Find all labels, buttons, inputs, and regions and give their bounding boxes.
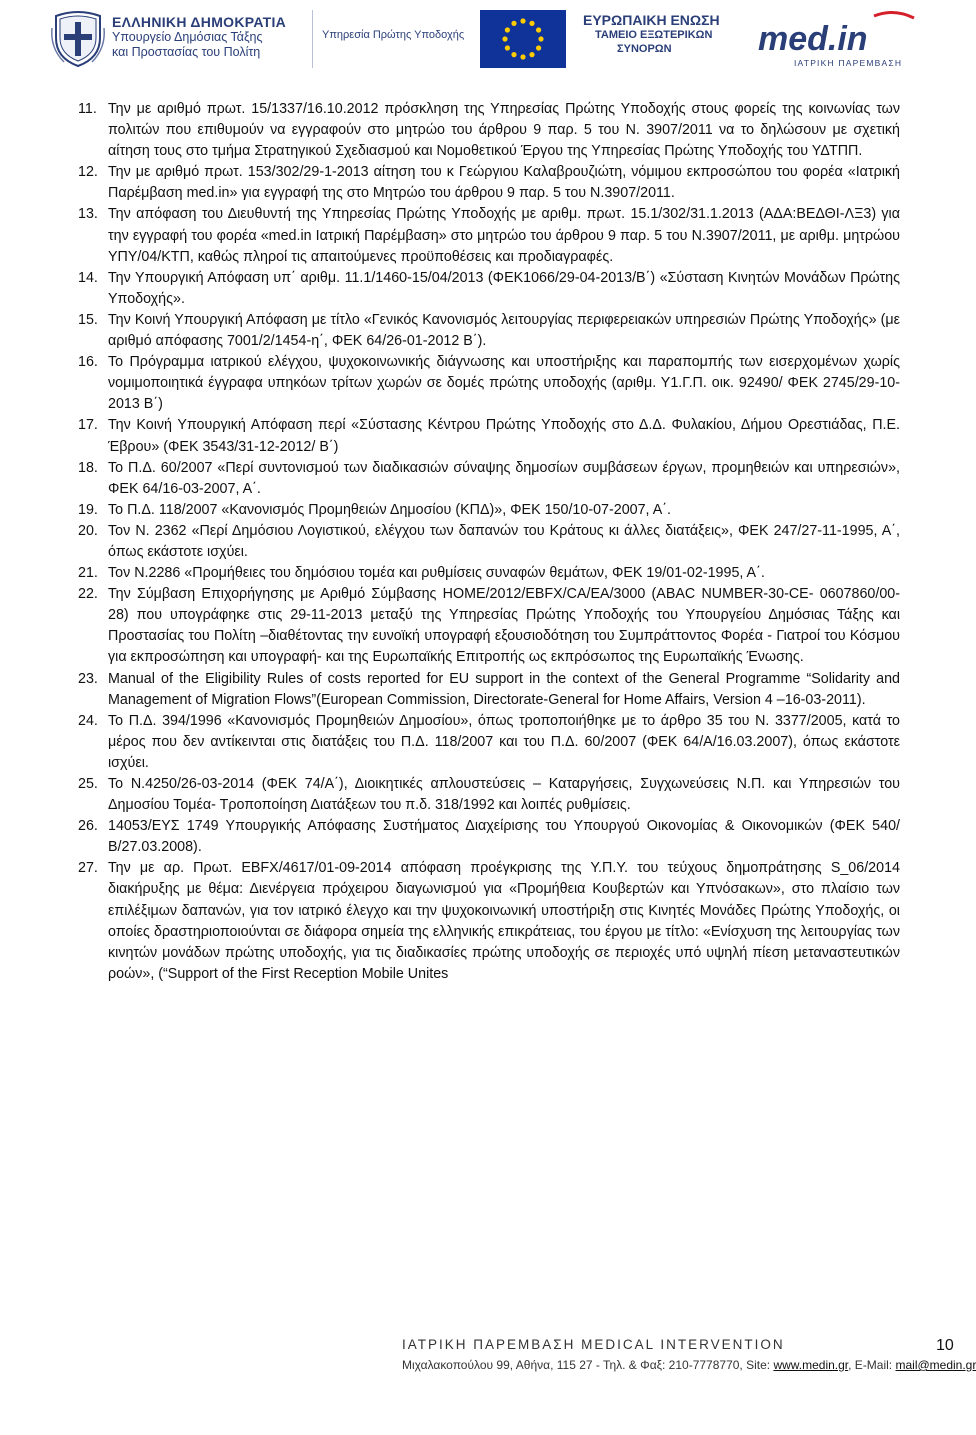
list-item-number: 19. — [78, 501, 98, 518]
page-number: 10 — [936, 1337, 954, 1354]
list-item — [78, 563, 900, 584]
list-item-number: 21. — [78, 565, 98, 582]
list-item — [78, 310, 900, 352]
footer-email-label: , E-Mail: — [848, 1358, 896, 1372]
list-item-text: 14053/ΕΥΣ 1749 Υπουργικής Απόφασης Συστήματος Διαχείρισης του Υπουργού Οικονομίας & Οικονομικών (ΦΕΚ 540/Β/27.03.2008). — [108, 818, 900, 856]
footer-address — [402, 1358, 976, 1372]
list-item-text: Τον Ν.2286 «Προμήθειες του δημόσιου τομέα και ρυθμίσεις συναφών θεμάτων, ΦΕΚ 19/01-02-1995, Α΄. — [108, 565, 765, 582]
list-item-text: Την με αριθμό πρωτ. 153/302/29-1-2013 αίτηση του κ Γεώργιου Καλαβρουζιώτη, νόμιμου εκπροσώπου του φορέα «Ιατρική Παρέμβαση med.in» για εγγραφή της στο Μητρώο του άρθρου 9 παρ. 5 του Ν.3907/2011. — [108, 164, 900, 202]
list-item-number: 24. — [78, 712, 98, 729]
list-item — [78, 858, 900, 985]
eu-flag-icon — [480, 10, 566, 68]
ministry-line-3: και Προστασίας του Πολίτη — [112, 45, 261, 59]
list-item-text: Την Υπουργική Απόφαση υπ΄ αριθμ. 11.1/1460-15/04/2013 (ΦΕΚ1066/29-04-2013/Β΄) «Σύσταση Κινητών Μονάδων Πρώτης Υποδοχής». — [108, 269, 900, 307]
list-item — [78, 500, 900, 521]
list-item-text: Την απόφαση του Διευθυντή της Υπηρεσίας Πρώτης Υποδοχής με αριθμ. πρωτ. 15.1/302/31.1.2013 (ΑΔΑ:ΒΕΔΘΙ-ΛΞ3) για την εγγραφή του φορέα «med.in Ιατρική Παρέμβαση» στο μητρώο του άρθρου 9 παρ. 5 του Ν.3907/2011, με αριθμ. μητρώου ΥΠΥ/04/ΚΤΠ, καθώς πληροί τις απαιτούμενες προϋποθέσεις και προδιαγραφές. — [108, 206, 900, 265]
medin-logo-text: med.in — [758, 20, 868, 58]
eu-line-2: ΤΑΜΕΙΟ ΕΞΩΤΕΡΙΚΩΝ — [595, 29, 713, 41]
list-item-text: Τον Ν. 2362 «Περί Δημόσιου Λογιστικού, ελέγχου των δαπανών του Κράτους κι άλλες διατάξεις», ΦΕΚ 247/27-11-1995, Α΄, όπως εκάστοτε ισχύει. — [108, 522, 900, 560]
ministry-block — [112, 14, 286, 60]
list-item-text: Την με αριθμό πρωτ. 15/1337/16.10.2012 πρόσκληση της Υπηρεσίας Πρώτης Υποδοχής στους φορείς της κοινωνίας των πολιτών που επιθυμούν να εγγραφούν στο μητρώο του άρθρου 9 παρ. 5 του Ν. 3907/2011 να το δηλώσουν με σχετική αίτηση τους στο τμήμα Στρατηγικού Σχεδιασμού και Νομοθετικού Έργου της Υπηρεσίας Πρώτης Υποδοχής του ΥΔΤΠΠ. — [108, 101, 900, 160]
eu-fund-block — [583, 12, 720, 56]
eu-line-1: ΕΥΡΩΠΑΙΚΗ ΕΝΩΣΗ — [583, 12, 720, 28]
list-item-text: Το Πρόγραμμα ιατρικού ελέγχου, ψυχοκοινωνικής διάγνωσης και υποστήριξης και παραπομπής των εισερχομένων χωρίς νομιμοποιητικά έγγραφα υπηκόων τρίτων χωρών σε δομές πρώτης υποδοχής (αριθμ. Υ1.Γ.Π. οικ. 92490/ ΦΕΚ 2745/29-10-2013 Β΄) — [108, 354, 900, 413]
greek-emblem-icon — [50, 8, 106, 68]
list-item — [78, 415, 900, 457]
list-item — [78, 521, 900, 563]
list-item-number: 11. — [78, 101, 97, 117]
list-item — [78, 584, 900, 668]
list-item-text: Το Ν.4250/26-03-2014 (ΦΕΚ 74/Α΄), Διοικητικές απλουστεύσεις – Καταργήσεις, Συγχωνεύσεις Ν.Π. και Υπηρεσιών του Δημοσίου Τομέα- Τροποποίηση Διατάξεων του π.δ. 318/1992 και λοιπές ρυθμίσεις. — [108, 776, 900, 814]
ministry-line-2: Υπουργείο Δημόσιας Τάξης — [112, 30, 263, 44]
medin-logo — [754, 10, 924, 72]
list-item-number: 15. — [78, 311, 98, 328]
eu-line-3: ΣΥΝΟΡΩΝ — [617, 43, 672, 55]
list-item-number: 17. — [78, 417, 98, 434]
footer-org-name: ΙΑΤΡΙΚΗ ΠΑΡΕΜΒΑΣΗ MEDICAL INTERVENTION — [402, 1337, 785, 1352]
list-item-number: 26. — [78, 818, 98, 835]
list-item — [78, 99, 900, 162]
list-item — [78, 774, 900, 816]
list-item-text: Την Σύμβαση Επιχορήγησης με Αριθμό Σύμβασης HOME/2012/EBFX/CA/EA/3000 (ABAC NUMBER-30-CE- 0607860/00-28) που υπογράφηκε στις 29-11-2013 μεταξύ της Υπηρεσίας Πρώτης Υποδοχής του Υπουργείου Δημόσιας Τάξης και Προστασίας του Πολίτη –διαθέτοντας την ευνοϊκή υπογραφή εξουσιοδότηση του Συμπράττοντος Φορέα - Γιατροί του Κόσμου για εκπροσώπηση και υπογραφή- και της Ευρωπαϊκής Επιτροπής ως εκπρόσωπος της Ευρωπαϊκής Ένωσης. — [108, 586, 900, 666]
list-item — [78, 352, 900, 415]
list-item — [78, 204, 900, 267]
list-item — [78, 162, 900, 204]
service-name: Υπηρεσία Πρώτης Υποδοχής — [322, 29, 465, 41]
list-item-text: Manual of the Eligibility Rules of costs reported for EU support in the context of the General Programme “Solidarity and Management of Migration Flows”(European Commission, Directorate-General for Home Affairs, Version 4 –16-03-2011). — [108, 670, 900, 708]
list-item-number: 25. — [78, 776, 98, 792]
list-item — [78, 711, 900, 774]
footer-address-text: Μιχαλακοπούλου 99, Αθήνα, 115 27 - Τηλ. & Φαξ: 210-7778770, Site: — [402, 1358, 774, 1372]
list-item — [78, 816, 900, 858]
list-item-number: 22. — [78, 586, 98, 603]
list-item-number: 16. — [78, 354, 98, 371]
list-item-text: Το Π.Δ. 118/2007 «Κανονισμός Προμηθειών Δημοσίου (ΚΠΔ)», ΦΕΚ 150/10-07-2007, Α΄. — [108, 501, 671, 518]
list-item-text: Το Π.Δ. 60/2007 «Περί συντονισμού των διαδικασιών σύναψης δημοσίων συμβάσεων έργων, προμηθειών και υπηρεσιών», ΦΕΚ 64/16-03-2007, Α΄. — [108, 459, 900, 497]
header-divider — [312, 10, 313, 68]
legal-basis-list — [78, 99, 900, 985]
list-item-text: Το Π.Δ. 394/1996 «Κανονισμός Προμηθειών Δημοσίου», όπως τροποποιήθηκε με το άρθρο 35 του Ν. 3377/2005, κατά το μέρος που δεν αντίκεινται στις διατάξεις του Π.Δ. 118/2007 και του Π.Δ. 60/2007 (ΦΕΚ 64/Α/16.03.2007), όπως εκάστοτε ισχύει. — [108, 712, 900, 771]
list-item-number: 12. — [78, 164, 98, 181]
list-item-number: 13. — [78, 206, 98, 223]
list-item-text: Την Κοινή Υπουργική Απόφαση περί «Σύστασης Κέντρου Πρώτης Υποδοχής στο Δ.Δ. Φυλακίου, Δήμου Ορεστιάδας, Π.Ε. Έβρου» (ΦΕΚ 3543/31-12-2012/ Β΄) — [108, 417, 900, 455]
list-item-number: 20. — [78, 522, 98, 539]
footer-email-link[interactable]: mail@medin.gr — [895, 1358, 976, 1372]
list-item — [78, 669, 900, 711]
medin-logo-subtitle: ΙΑΤΡΙΚΗ ΠΑΡΕΜΒΑΣΗ — [794, 58, 903, 68]
list-item-number: 14. — [78, 269, 98, 286]
list-item-number: 23. — [78, 670, 98, 687]
list-item-number: 18. — [78, 459, 98, 476]
list-item-text: Την Κοινή Υπουργική Απόφαση με τίτλο «Γενικός Κανονισμός λειτουργίας περιφερειακών υπηρεσιών Πρώτης Υποδοχής» (με αριθμό απόφασης 7001/2/1454-η΄, ΦΕΚ 64/26-01-2012 Β΄). — [108, 311, 900, 350]
letterhead — [0, 0, 960, 80]
list-item — [78, 458, 900, 500]
footer-site-link[interactable]: www.medin.gr — [773, 1358, 849, 1372]
list-item-text: Την με αρ. Πρωτ. EBFX/4617/01-09-2014 απόφαση προέγκρισης της Υ.Π.Υ. του τεύχους δημοπράτησης S_06/2014 διακήρυξης με θέμα: Διενέργεια πρόχειρου διαγωνισμού για «Προμήθεια Κουβερτών και Υπνόσακων», στο πλαίσιο των επιλέξιμων δαπανών, για τον ιατρικό έλεγχο και την ψυχοκοινωνική υποστήριξη στις Κινητές Μονάδες Πρώτης Υποδοχής, οι οποίες δραστηριοποιούνται σε διάφορα σημεία της ελληνικής επικράτειας, του έργου με τίτλο: «Ενίσχυση της λειτουργίας των κινητών μονάδων πρώτης υποδοχής, για τις διαδικασίες πρώτης υποδοχής σε περιοχές υπό υψηλή πίεση μεταναστευτικών ροών», (“Support of the First Reception Mobile Unites — [108, 860, 900, 982]
list-item-number: 27. — [78, 860, 98, 877]
ministry-line-1: ΕΛΛΗΝΙΚΗ ΔΗΜΟΚΡΑΤΙΑ — [112, 14, 287, 30]
list-item — [78, 268, 900, 310]
